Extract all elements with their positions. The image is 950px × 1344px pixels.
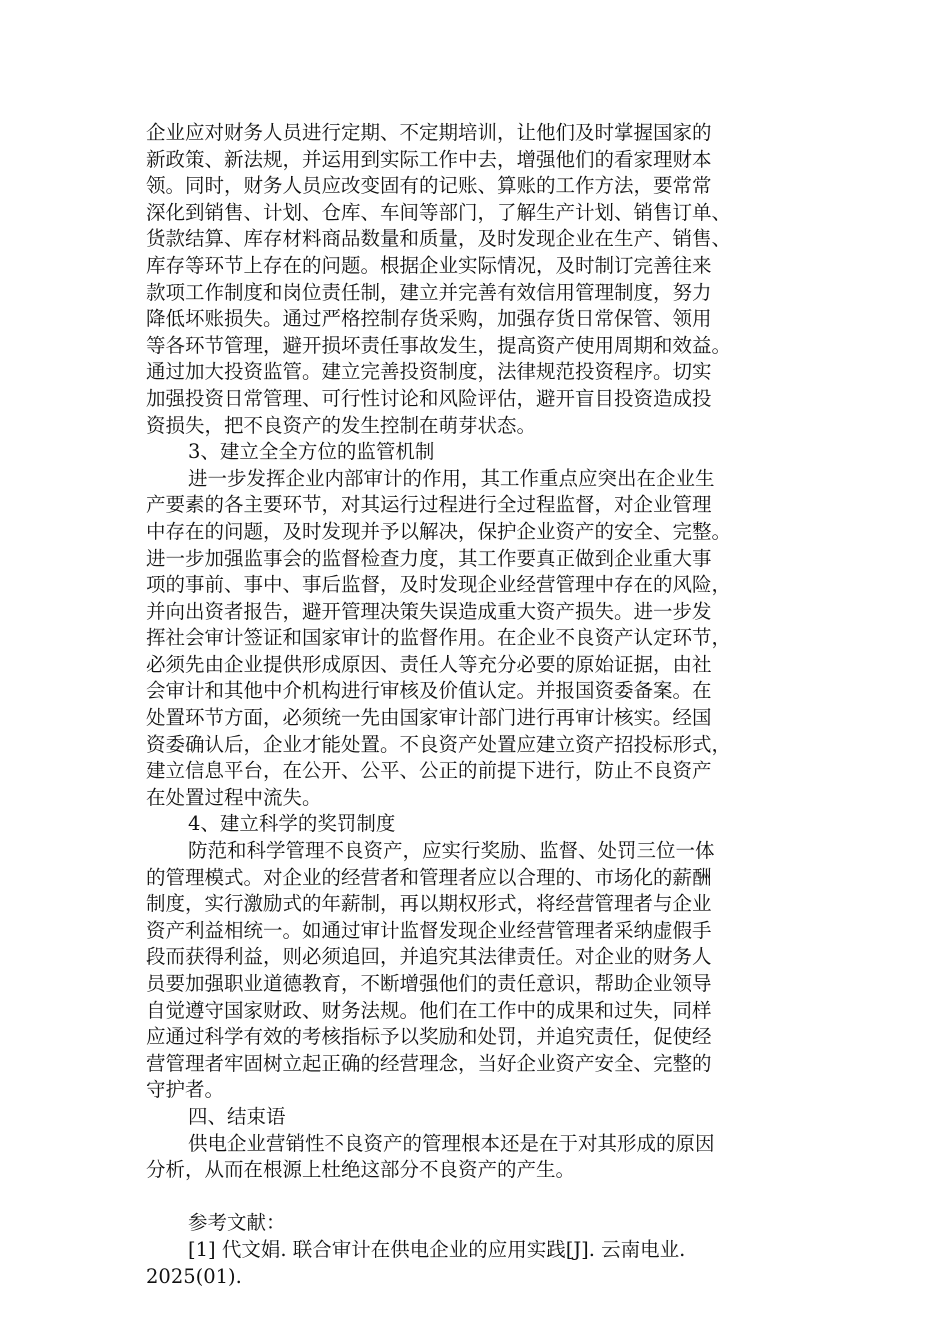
text-line: 深化到销售、计划、仓库、车间等部门，了解生产计划、销售订单、 <box>146 200 732 224</box>
text-line: 段而获得利益，则必须追回，并追究其法律责任。对企业的财务人 <box>146 945 712 969</box>
text-line: [1] 代文娟. 联合审计在供电企业的应用实践[J]. 云南电业. <box>188 1237 686 1261</box>
body-paragraph <box>146 120 806 439</box>
text-line: 建立信息平台，在公开、公平、公正的前提下进行，防止不良资产 <box>146 759 712 783</box>
text-line: 进一步发挥企业内部审计的作用，其工作重点应突出在企业生 <box>188 466 715 490</box>
text-line: 自觉遵守国家财政、财务法规。他们在工作中的成果和过失，同样 <box>146 998 712 1022</box>
text-line: 产要素的各主要环节，对其运行过程进行全过程监督，对企业管理 <box>146 493 712 517</box>
text-line: 防范和科学管理不良资产，应实行奖励、监督、处罚三位一体 <box>188 839 715 863</box>
body-paragraph <box>146 466 806 812</box>
section-heading: 3、建立全全方位的监管机制 <box>188 440 435 464</box>
reference-item <box>146 1237 806 1290</box>
text-line: 企业应对财务人员进行定期、不定期培训，让他们及时掌握国家的 <box>146 121 712 144</box>
text-line: 员要加强职业道德教育，不断增强他们的责任意识，帮助企业领导 <box>146 972 712 995</box>
text-line: 必须先由企业提供形成原因、责任人等充分必要的原始证据，由社 <box>146 652 712 676</box>
text-line: 在处置过程中流失。 <box>146 785 322 809</box>
blank-line <box>146 1184 806 1211</box>
text-line: 供电企业营销性不良资产的管理根本还是在于对其形成的原因 <box>188 1131 715 1155</box>
text-line: 货款结算、库存材料商品数量和质量，及时发现企业在生产、销售、 <box>146 227 732 251</box>
text-line: 处置环节方面，必须统一先由国家审计部门进行再审计核实。经国 <box>146 706 712 730</box>
text-line: 项的事前、事中、事后监督，及时发现企业经营管理中存在的风险， <box>146 573 732 597</box>
text-line: 降低坏账损失。通过严格控制存货采购，加强存货日常保管、领用 <box>146 307 712 331</box>
text-line: 守护者。 <box>146 1078 225 1102</box>
text-line: 领。同时，财务人员应改变固有的记账、算账的工作方法，要常常 <box>146 174 712 198</box>
text-line: 等各环节管理，避开损坏责任事故发生，提高资产使用周期和效益。 <box>146 333 732 357</box>
text-line: 会审计和其他中介机构进行审核及价值认定。并报国资委备案。在 <box>146 679 712 703</box>
body-paragraph <box>146 1131 806 1184</box>
text-line: 库存等环节上存在的问题。根据企业实际情况，及时制订完善往来 <box>146 253 712 277</box>
text-line: 并向出资者报告，避开管理决策失误造成重大资产损失。进一步发 <box>146 599 712 623</box>
text-line: 加强投资日常管理、可行性讨论和风险评估，避开盲目投资造成投 <box>146 386 712 410</box>
text-line: 分析，从而在根源上杜绝这部分不良资产的产生。 <box>146 1158 576 1182</box>
text-line: 通过加大投资监管。建立完善投资制度，法律规范投资程序。切实 <box>146 360 712 384</box>
document-page <box>146 120 806 1290</box>
text-line: 制度，实行激励式的年薪制，再以期权形式，将经营管理者与企业 <box>146 892 712 916</box>
text-line: 资委确认后，企业才能处置。不良资产处置应建立资产招投标形式， <box>146 732 732 756</box>
references-heading: 参考文献： <box>188 1211 286 1235</box>
section-heading: 4、建立科学的奖罚制度 <box>188 812 396 836</box>
text-line: 资产利益相统一。如通过审计监督发现企业经营管理者采纳虚假手 <box>146 918 712 942</box>
text-line: 进一步加强监事会的监督检查力度，其工作要真正做到企业重大事 <box>146 546 712 570</box>
text-line: 资损失，把不良资产的发生控制在萌芽状态。 <box>146 413 537 437</box>
text-line: 营管理者牢固树立起正确的经营理念，当好企业资产安全、完整的 <box>146 1051 712 1075</box>
text-line: 中存在的问题，及时发现并予以解决，保护企业资产的安全、完整。 <box>146 519 732 543</box>
text-line: 应通过科学有效的考核指标予以奖励和处罚，并追究责任，促使经 <box>146 1025 712 1049</box>
text-line: 新政策、新法规，并运用到实际工作中去，增强他们的看家理财本 <box>146 147 712 171</box>
text-line: 2025(01). <box>146 1264 242 1288</box>
text-line: 款项工作制度和岗位责任制，建立并完善有效信用管理制度，努力 <box>146 280 712 304</box>
text-line: 挥社会审计签证和国家审计的监督作用。在企业不良资产认定环节， <box>146 626 732 650</box>
section-heading: 四、结束语 <box>188 1104 286 1128</box>
body-paragraph <box>146 838 806 1104</box>
text-line: 的管理模式。对企业的经营者和管理者应以合理的、市场化的薪酬 <box>146 865 712 889</box>
